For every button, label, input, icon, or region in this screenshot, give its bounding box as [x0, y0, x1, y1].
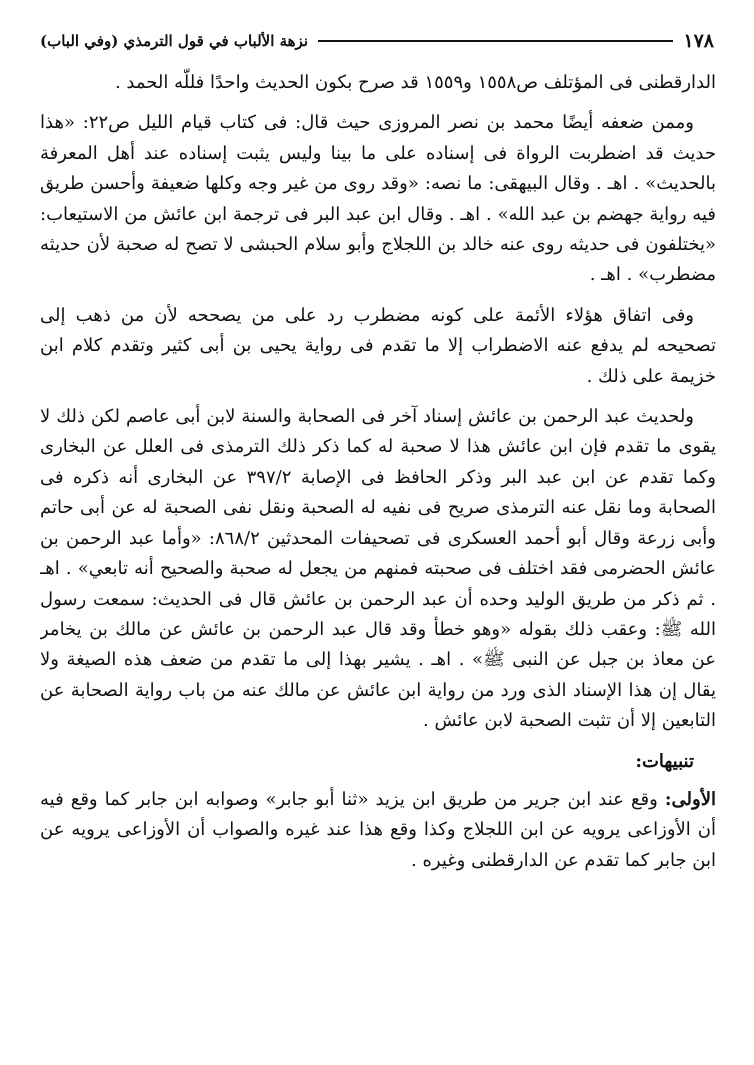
- header-rule: [318, 40, 673, 42]
- page-number: ١٧٨: [683, 30, 714, 52]
- paragraph-1: الدارقطنى فى المؤتلف ص١٥٥٨ و١٥٥٩ قد صرح بكون الحديث واحدًا فللّه الحمد .: [114, 72, 716, 93]
- paragraph-4: ولحديث عبد الرحمن بن عائش إسناد آخر فى الصحابة والسنة لابن أبى عاصم لكن ذلك لا يقوى ما تقدم فإن ابن عائش هذا لا صحبة له كما ذكر ذلك الترمذى فى العلل عن البخارى وكما تقدم عن ابن عبد البر وذكر الحافظ فى الإصابة ٣٩٧/٢ عن البخارى أنه ذكره فى الصحابة وما نقل عنه الترمذى صريح فى نفيه له الصحبة ونقل نفى الصحبة له عن أبى حاتم وأبى زرعة وقال أبو أحمد العسكرى فى تصحيفات المحدثين ٨٦٨/٢: «وأما عبد الرحمن بن عائش الحضرمى فقد اختلف فى صحبته فمنهم من يجعل له صحبة والصحيح أنه تابعي» . اهـ . ثم ذكر من طريق الوليد وحده أن عبد الرحمن بن عائش قال فى الحديث: سمعت رسول الله ﷺ: وعقب ذلك بقوله «وهو خطأ وقد قال عبد الرحمن بن عائش عن مالك بن يخامر عن معاذ بن جبل عن النبى ﷺ» . اهـ . يشير بهذا إلى ما تقدم من ضعف هذه الصيغة ولا يقال إن هذا الإسناد الذى ورد من رواية ابن عائش عن مالك عنه من باب رواية الصحابة عن التابعين إلا أن تثبت الصحبة لابن عائش .: [40, 406, 716, 732]
- running-title: نزهة الألباب في قول الترمذي (وفي الباب): [40, 32, 308, 50]
- page-body: [40, 68, 716, 1038]
- note-1-lead: الأولى:: [664, 788, 716, 810]
- note-1-text: وقع عند ابن جرير من طريق ابن يزيد «ثنا أبو جابر» وصوابه ابن جابر كما وقع فيه أن الأوزاعى يرويه عن ابن اللجلاج وكذا وقع هذا عند غيره والصواب أن الأوزاعى يرويه عن ابن جابر كما تقدم عن الدارقطنى وغيره .: [40, 788, 716, 871]
- page-header: [40, 30, 714, 52]
- paragraph-3: وفى اتفاق هؤلاء الأئمة على كونه مضطرب رد على من يصححه لأن من ذهب إلى تصحيحه لم يدفع عنه الاضطراب إلا ما تقدم فى رواية يحيى بن أبى كثير وتقدم كلام ابن خزيمة على ذلك .: [40, 304, 716, 387]
- paragraph-2: وممن ضعفه أيضًا محمد بن نصر المروزى حيث قال: فى كتاب قيام الليل ص٢٢: «هذا حديث قد اضطربت الرواة فى إسناده على ما بينا وليس يثبت إسناده عند أهل المعرفة بالحديث» . اهـ . وقال البيهقى: ما نصه: «وقد روى من غير وجه وكلها ضعيفة وأحسن طريق فيه رواية جهضم بن عبد الله» . اهـ . وقال ابن عبد البر فى ترجمة ابن عائش من الاستيعاب: «يختلفون فى حديثه روى عنه خالد بن اللجلاج وأبو سلام الحبشى لا تصح له صحبة لأن حديثه مضطرب» . اهـ .: [40, 112, 716, 286]
- notes-heading: تنبيهات:: [635, 750, 694, 772]
- note-1: [40, 785, 716, 876]
